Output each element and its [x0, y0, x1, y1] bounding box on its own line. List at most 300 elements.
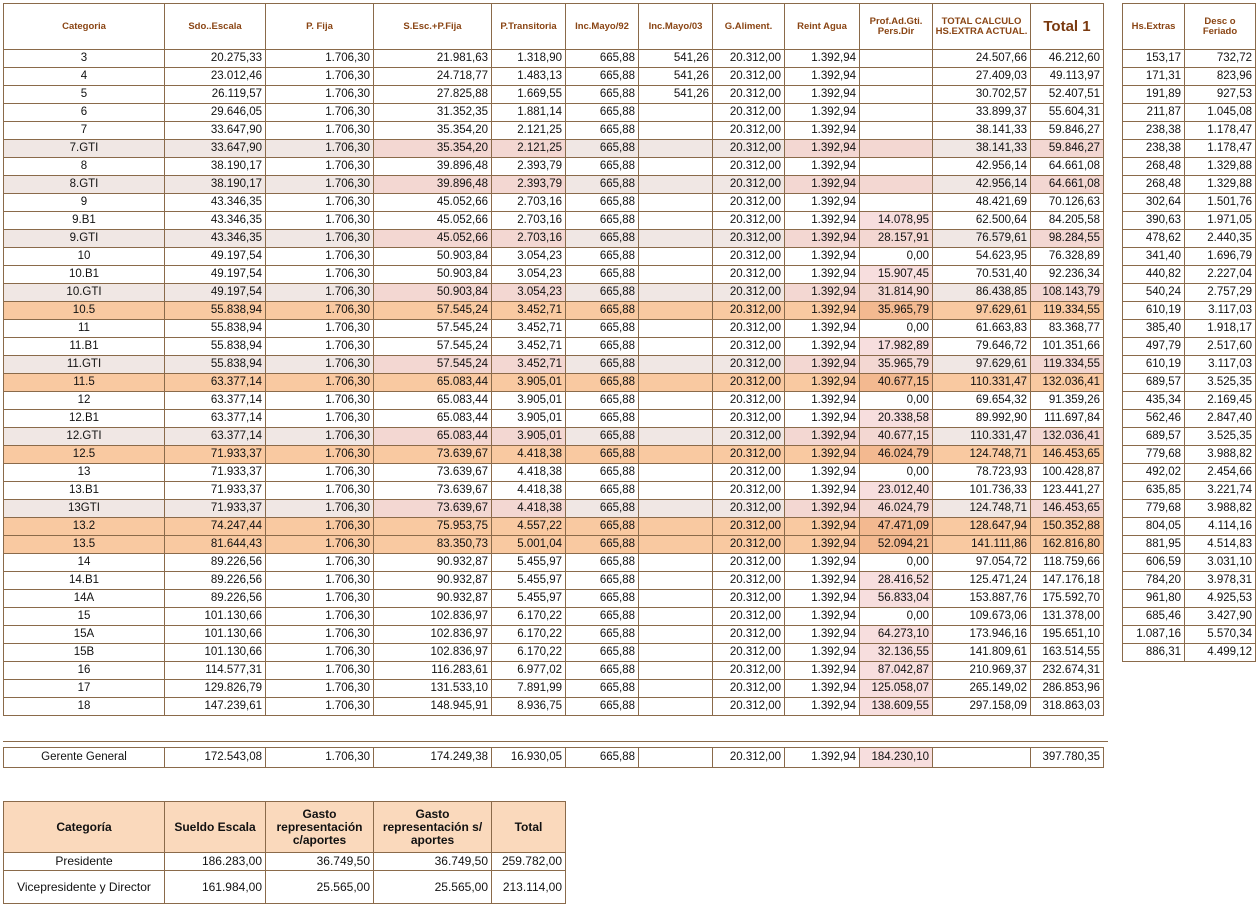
- value-cell: 665,88: [566, 464, 639, 482]
- value-cell: 1.392,94: [785, 464, 860, 482]
- value-cell: 39.896,48: [374, 176, 492, 194]
- value-cell: 3.054,23: [492, 284, 566, 302]
- value-cell: 50.903,84: [374, 284, 492, 302]
- value-cell: 1.706,30: [266, 482, 374, 500]
- value-cell: 5.455,97: [492, 590, 566, 608]
- value-cell: 73.639,67: [374, 482, 492, 500]
- value-cell: 3.988,82: [1185, 500, 1256, 518]
- value-cell: 147.239,61: [165, 698, 266, 716]
- value-cell: 541,26: [639, 68, 713, 86]
- value-cell: 259.782,00: [492, 853, 566, 871]
- value-cell: 541,26: [639, 50, 713, 68]
- value-cell: 3.452,71: [492, 320, 566, 338]
- value-cell: 665,88: [566, 536, 639, 554]
- value-cell: 75.953,75: [374, 518, 492, 536]
- value-cell: 1.392,94: [785, 230, 860, 248]
- value-cell: 110.331,47: [933, 428, 1031, 446]
- value-cell: 689,57: [1123, 374, 1185, 392]
- table-row: [1123, 392, 1256, 410]
- value-cell: [639, 140, 713, 158]
- value-cell: 0,00: [860, 320, 933, 338]
- value-cell: 0,00: [860, 608, 933, 626]
- value-cell: 665,88: [566, 356, 639, 374]
- table-row: [1123, 608, 1256, 626]
- value-cell: 8.936,75: [492, 698, 566, 716]
- value-cell: 3.452,71: [492, 338, 566, 356]
- value-cell: 43.346,35: [165, 212, 266, 230]
- value-cell: 123.441,27: [1031, 482, 1104, 500]
- value-cell: 7.891,99: [492, 680, 566, 698]
- value-cell: 54.623,95: [933, 248, 1031, 266]
- value-cell: 1.706,30: [266, 536, 374, 554]
- value-cell: [860, 194, 933, 212]
- table-row: [4, 374, 1104, 392]
- column-header: Prof.Ad.Gti. Pers.Dir: [860, 4, 933, 50]
- value-cell: 1.483,13: [492, 68, 566, 86]
- value-cell: 5.001,04: [492, 536, 566, 554]
- value-cell: 15.907,45: [860, 266, 933, 284]
- value-cell: 23.012,40: [860, 482, 933, 500]
- value-cell: 108.143,79: [1031, 284, 1104, 302]
- value-cell: 0,00: [860, 554, 933, 572]
- table-row: [1123, 536, 1256, 554]
- value-cell: 1.706,30: [266, 230, 374, 248]
- value-cell: 2.440,35: [1185, 230, 1256, 248]
- value-cell: 20.312,00: [713, 662, 785, 680]
- table-row: [1123, 644, 1256, 662]
- table-row: [4, 284, 1104, 302]
- value-cell: 65.083,44: [374, 392, 492, 410]
- value-cell: 1.706,30: [266, 446, 374, 464]
- value-cell: 146.453,65: [1031, 446, 1104, 464]
- value-cell: 2.454,66: [1185, 464, 1256, 482]
- value-cell: 2.227,04: [1185, 266, 1256, 284]
- value-cell: 1.696,79: [1185, 248, 1256, 266]
- value-cell: [639, 608, 713, 626]
- category-cell: 10.GTI: [4, 284, 165, 302]
- value-cell: 20.312,00: [713, 302, 785, 320]
- table-row: [1123, 590, 1256, 608]
- value-cell: 20.312,00: [713, 554, 785, 572]
- value-cell: 4.114,16: [1185, 518, 1256, 536]
- value-cell: 20.312,00: [713, 698, 785, 716]
- value-cell: 4.418,38: [492, 482, 566, 500]
- value-cell: 116.283,61: [374, 662, 492, 680]
- value-cell: [639, 410, 713, 428]
- value-cell: 1.392,94: [785, 338, 860, 356]
- value-cell: 1.706,30: [266, 320, 374, 338]
- value-cell: 131.378,00: [1031, 608, 1104, 626]
- table-row: [4, 356, 1104, 374]
- value-cell: 286.853,96: [1031, 680, 1104, 698]
- value-cell: 478,62: [1123, 230, 1185, 248]
- value-cell: 20.312,00: [713, 500, 785, 518]
- column-header: G.Aliment.: [713, 4, 785, 50]
- value-cell: 665,88: [566, 176, 639, 194]
- value-cell: 59.846,27: [1031, 122, 1104, 140]
- value-cell: 2.121,25: [492, 140, 566, 158]
- executive-table-header: [4, 802, 566, 853]
- value-cell: 57.545,24: [374, 320, 492, 338]
- column-header: Hs.Extras: [1123, 4, 1185, 50]
- value-cell: 1.706,30: [266, 338, 374, 356]
- table-row: [1123, 410, 1256, 428]
- value-cell: 70.531,40: [933, 266, 1031, 284]
- value-cell: 114.577,31: [165, 662, 266, 680]
- value-cell: 665,88: [566, 68, 639, 86]
- value-cell: 4.925,53: [1185, 590, 1256, 608]
- value-cell: 57.545,24: [374, 302, 492, 320]
- value-cell: 36.749,50: [266, 853, 374, 871]
- value-cell: [639, 428, 713, 446]
- table-row: [1123, 248, 1256, 266]
- category-cell: 9.B1: [4, 212, 165, 230]
- value-cell: 65.083,44: [374, 410, 492, 428]
- table-row: [4, 230, 1104, 248]
- value-cell: [639, 320, 713, 338]
- table-row: [4, 662, 1104, 680]
- value-cell: 20.312,00: [713, 320, 785, 338]
- value-cell: 27.409,03: [933, 68, 1031, 86]
- value-cell: 610,19: [1123, 356, 1185, 374]
- value-cell: 4.418,38: [492, 500, 566, 518]
- category-cell: 15B: [4, 644, 165, 662]
- value-cell: 78.723,93: [933, 464, 1031, 482]
- value-cell: 1.392,94: [785, 176, 860, 194]
- column-header: S.Esc.+P.Fija: [374, 4, 492, 50]
- value-cell: 1.329,88: [1185, 158, 1256, 176]
- gerente-general-row: [4, 748, 1104, 768]
- value-cell: 1.392,94: [785, 482, 860, 500]
- value-cell: 97.629,61: [933, 302, 1031, 320]
- value-cell: 5.455,97: [492, 572, 566, 590]
- category-cell: 3: [4, 50, 165, 68]
- value-cell: 3.054,23: [492, 266, 566, 284]
- value-cell: 213.114,00: [492, 871, 566, 904]
- value-cell: 5.455,97: [492, 554, 566, 572]
- value-cell: 50.903,84: [374, 266, 492, 284]
- value-cell: 98.284,55: [1031, 230, 1104, 248]
- value-cell: 4.557,22: [492, 518, 566, 536]
- column-header: TOTAL CALCULO HS.EXTRA ACTUAL.: [933, 4, 1031, 50]
- value-cell: 1.392,94: [785, 662, 860, 680]
- value-cell: 1.706,30: [266, 68, 374, 86]
- table-row: [4, 608, 1104, 626]
- value-cell: 3.978,31: [1185, 572, 1256, 590]
- value-cell: 20.312,00: [713, 428, 785, 446]
- value-cell: [933, 748, 1031, 768]
- category-cell: 12.GTI: [4, 428, 165, 446]
- value-cell: 50.903,84: [374, 248, 492, 266]
- value-cell: 665,88: [566, 482, 639, 500]
- table-row: [1123, 446, 1256, 464]
- value-cell: 689,57: [1123, 428, 1185, 446]
- value-cell: 1.392,94: [785, 212, 860, 230]
- value-cell: 63.377,14: [165, 410, 266, 428]
- category-cell: 10: [4, 248, 165, 266]
- value-cell: 150.352,88: [1031, 518, 1104, 536]
- value-cell: 76.579,61: [933, 230, 1031, 248]
- category-cell: 9.GTI: [4, 230, 165, 248]
- value-cell: 665,88: [566, 410, 639, 428]
- value-cell: 56.833,04: [860, 590, 933, 608]
- value-cell: 186.283,00: [165, 853, 266, 871]
- value-cell: 86.438,85: [933, 284, 1031, 302]
- value-cell: 20.312,00: [713, 482, 785, 500]
- value-cell: 20.312,00: [713, 230, 785, 248]
- value-cell: 4.514,83: [1185, 536, 1256, 554]
- value-cell: [860, 158, 933, 176]
- value-cell: 665,88: [566, 104, 639, 122]
- value-cell: 46.024,79: [860, 446, 933, 464]
- table-row: [4, 554, 1104, 572]
- value-cell: 1.706,30: [266, 86, 374, 104]
- value-cell: 1.392,94: [785, 140, 860, 158]
- value-cell: 20.312,00: [713, 158, 785, 176]
- value-cell: 129.826,79: [165, 680, 266, 698]
- value-cell: 48.421,69: [933, 194, 1031, 212]
- value-cell: [639, 662, 713, 680]
- value-cell: 146.453,65: [1031, 500, 1104, 518]
- value-cell: 55.838,94: [165, 302, 266, 320]
- value-cell: [639, 482, 713, 500]
- value-cell: 1.706,30: [266, 140, 374, 158]
- value-cell: 124.748,71: [933, 446, 1031, 464]
- table-row: [1123, 320, 1256, 338]
- table-row: [1123, 464, 1256, 482]
- value-cell: 1.918,17: [1185, 320, 1256, 338]
- value-cell: 385,40: [1123, 320, 1185, 338]
- value-cell: 131.533,10: [374, 680, 492, 698]
- table-row: [4, 212, 1104, 230]
- value-cell: 124.748,71: [933, 500, 1031, 518]
- value-cell: 3.452,71: [492, 356, 566, 374]
- value-cell: 111.697,84: [1031, 410, 1104, 428]
- column-header: Reint Agua: [785, 4, 860, 50]
- value-cell: 20.312,00: [713, 410, 785, 428]
- value-cell: 961,80: [1123, 590, 1185, 608]
- value-cell: 16.930,05: [492, 748, 566, 768]
- value-cell: 20.312,00: [713, 374, 785, 392]
- value-cell: [639, 500, 713, 518]
- value-cell: 141.809,61: [933, 644, 1031, 662]
- value-cell: 101.130,66: [165, 626, 266, 644]
- value-cell: 35.354,20: [374, 140, 492, 158]
- table-row: [4, 122, 1104, 140]
- category-cell: Gerente General: [4, 748, 165, 768]
- table-row: [1123, 428, 1256, 446]
- table-row: [4, 871, 566, 904]
- value-cell: [639, 698, 713, 716]
- table-row: [1123, 500, 1256, 518]
- category-cell: 4: [4, 68, 165, 86]
- value-cell: 211,87: [1123, 104, 1185, 122]
- value-cell: 1.392,94: [785, 122, 860, 140]
- value-cell: 1.392,94: [785, 536, 860, 554]
- value-cell: 20.312,00: [713, 212, 785, 230]
- value-cell: 1.706,30: [266, 392, 374, 410]
- value-cell: 665,88: [566, 266, 639, 284]
- table-row: [4, 853, 566, 871]
- value-cell: 20.312,00: [713, 626, 785, 644]
- value-cell: 927,53: [1185, 86, 1256, 104]
- value-cell: 6.977,02: [492, 662, 566, 680]
- value-cell: 101.130,66: [165, 644, 266, 662]
- category-cell: 14A: [4, 590, 165, 608]
- value-cell: [639, 644, 713, 662]
- salary-table-body: [4, 50, 1104, 716]
- value-cell: 665,88: [566, 608, 639, 626]
- value-cell: [639, 176, 713, 194]
- value-cell: 823,96: [1185, 68, 1256, 86]
- value-cell: 540,24: [1123, 284, 1185, 302]
- value-cell: 1.706,30: [266, 626, 374, 644]
- value-cell: 1.318,90: [492, 50, 566, 68]
- value-cell: [639, 122, 713, 140]
- value-cell: 132.036,41: [1031, 374, 1104, 392]
- value-cell: 1.706,30: [266, 608, 374, 626]
- value-cell: 20.312,00: [713, 68, 785, 86]
- value-cell: 3.221,74: [1185, 482, 1256, 500]
- value-cell: 91.359,26: [1031, 392, 1104, 410]
- table-row: [4, 266, 1104, 284]
- value-cell: 83.368,77: [1031, 320, 1104, 338]
- value-cell: 6.170,22: [492, 626, 566, 644]
- value-cell: 4.499,12: [1185, 644, 1256, 662]
- value-cell: 90.932,87: [374, 554, 492, 572]
- value-cell: 3.054,23: [492, 248, 566, 266]
- value-cell: 73.639,67: [374, 500, 492, 518]
- value-cell: 1.392,94: [785, 86, 860, 104]
- value-cell: [639, 284, 713, 302]
- value-cell: 43.346,35: [165, 230, 266, 248]
- value-cell: 57.545,24: [374, 356, 492, 374]
- value-cell: 1.178,47: [1185, 140, 1256, 158]
- value-cell: 172.543,08: [165, 748, 266, 768]
- category-cell: 14: [4, 554, 165, 572]
- value-cell: 42.956,14: [933, 158, 1031, 176]
- value-cell: 1.392,94: [785, 266, 860, 284]
- value-cell: 20.312,00: [713, 536, 785, 554]
- value-cell: 26.119,57: [165, 86, 266, 104]
- category-cell: 6: [4, 104, 165, 122]
- table-row: [4, 644, 1104, 662]
- value-cell: 97.629,61: [933, 356, 1031, 374]
- value-cell: [639, 338, 713, 356]
- value-cell: [860, 104, 933, 122]
- value-cell: 64.661,08: [1031, 158, 1104, 176]
- value-cell: 74.247,44: [165, 518, 266, 536]
- value-cell: 1.706,30: [266, 464, 374, 482]
- column-header: Total: [492, 802, 566, 853]
- value-cell: 665,88: [566, 194, 639, 212]
- category-cell: 12: [4, 392, 165, 410]
- value-cell: 1.392,94: [785, 590, 860, 608]
- category-cell: 10.B1: [4, 266, 165, 284]
- value-cell: 20.312,00: [713, 392, 785, 410]
- value-cell: [639, 626, 713, 644]
- table-row: [4, 446, 1104, 464]
- value-cell: 3.452,71: [492, 302, 566, 320]
- category-cell: 12.5: [4, 446, 165, 464]
- value-cell: 3.031,10: [1185, 554, 1256, 572]
- value-cell: [639, 554, 713, 572]
- column-header: Sueldo Escala: [165, 802, 266, 853]
- table-row: [1123, 554, 1256, 572]
- table-row: [4, 536, 1104, 554]
- value-cell: 33.647,90: [165, 122, 266, 140]
- table-row: [4, 500, 1104, 518]
- value-cell: 110.331,47: [933, 374, 1031, 392]
- value-cell: [639, 590, 713, 608]
- category-cell: 8.GTI: [4, 176, 165, 194]
- value-cell: 89.992,90: [933, 410, 1031, 428]
- value-cell: 1.392,94: [785, 104, 860, 122]
- category-cell: 11: [4, 320, 165, 338]
- column-header: Inc.Mayo/03: [639, 4, 713, 50]
- value-cell: 2.703,16: [492, 230, 566, 248]
- value-cell: 49.197,54: [165, 284, 266, 302]
- value-cell: [639, 230, 713, 248]
- value-cell: [639, 374, 713, 392]
- value-cell: [860, 140, 933, 158]
- value-cell: 665,88: [566, 158, 639, 176]
- value-cell: 0,00: [860, 248, 933, 266]
- category-cell: 10.5: [4, 302, 165, 320]
- value-cell: 1.392,94: [785, 748, 860, 768]
- category-cell: 18: [4, 698, 165, 716]
- value-cell: 49.197,54: [165, 266, 266, 284]
- value-cell: 318.863,03: [1031, 698, 1104, 716]
- value-cell: 606,59: [1123, 554, 1185, 572]
- value-cell: 665,88: [566, 122, 639, 140]
- value-cell: 1.045,08: [1185, 104, 1256, 122]
- value-cell: 64.661,08: [1031, 176, 1104, 194]
- value-cell: 47.471,09: [860, 518, 933, 536]
- category-cell: 13GTI: [4, 500, 165, 518]
- value-cell: 32.136,55: [860, 644, 933, 662]
- value-cell: 1.706,30: [266, 212, 374, 230]
- value-cell: 2.121,25: [492, 122, 566, 140]
- executive-salary-table: [3, 801, 566, 904]
- value-cell: 102.836,97: [374, 644, 492, 662]
- value-cell: 665,88: [566, 554, 639, 572]
- value-cell: 20.312,00: [713, 50, 785, 68]
- separator-line: [3, 741, 1108, 742]
- category-cell: 14.B1: [4, 572, 165, 590]
- value-cell: 2.393,79: [492, 176, 566, 194]
- value-cell: 1.392,94: [785, 644, 860, 662]
- value-cell: [639, 248, 713, 266]
- value-cell: 1.392,94: [785, 500, 860, 518]
- value-cell: 665,88: [566, 284, 639, 302]
- value-cell: 4.418,38: [492, 464, 566, 482]
- value-cell: 6.170,22: [492, 644, 566, 662]
- value-cell: 20.312,00: [713, 590, 785, 608]
- value-cell: 43.346,35: [165, 194, 266, 212]
- value-cell: 732,72: [1185, 50, 1256, 68]
- value-cell: [639, 464, 713, 482]
- category-cell: 11.B1: [4, 338, 165, 356]
- value-cell: 20.312,00: [713, 464, 785, 482]
- value-cell: 184.230,10: [860, 748, 933, 768]
- value-cell: [639, 446, 713, 464]
- value-cell: 71.933,37: [165, 500, 266, 518]
- table-row: [1123, 572, 1256, 590]
- column-header: Categoría: [4, 802, 165, 853]
- value-cell: 63.377,14: [165, 428, 266, 446]
- table-row: [1123, 68, 1256, 86]
